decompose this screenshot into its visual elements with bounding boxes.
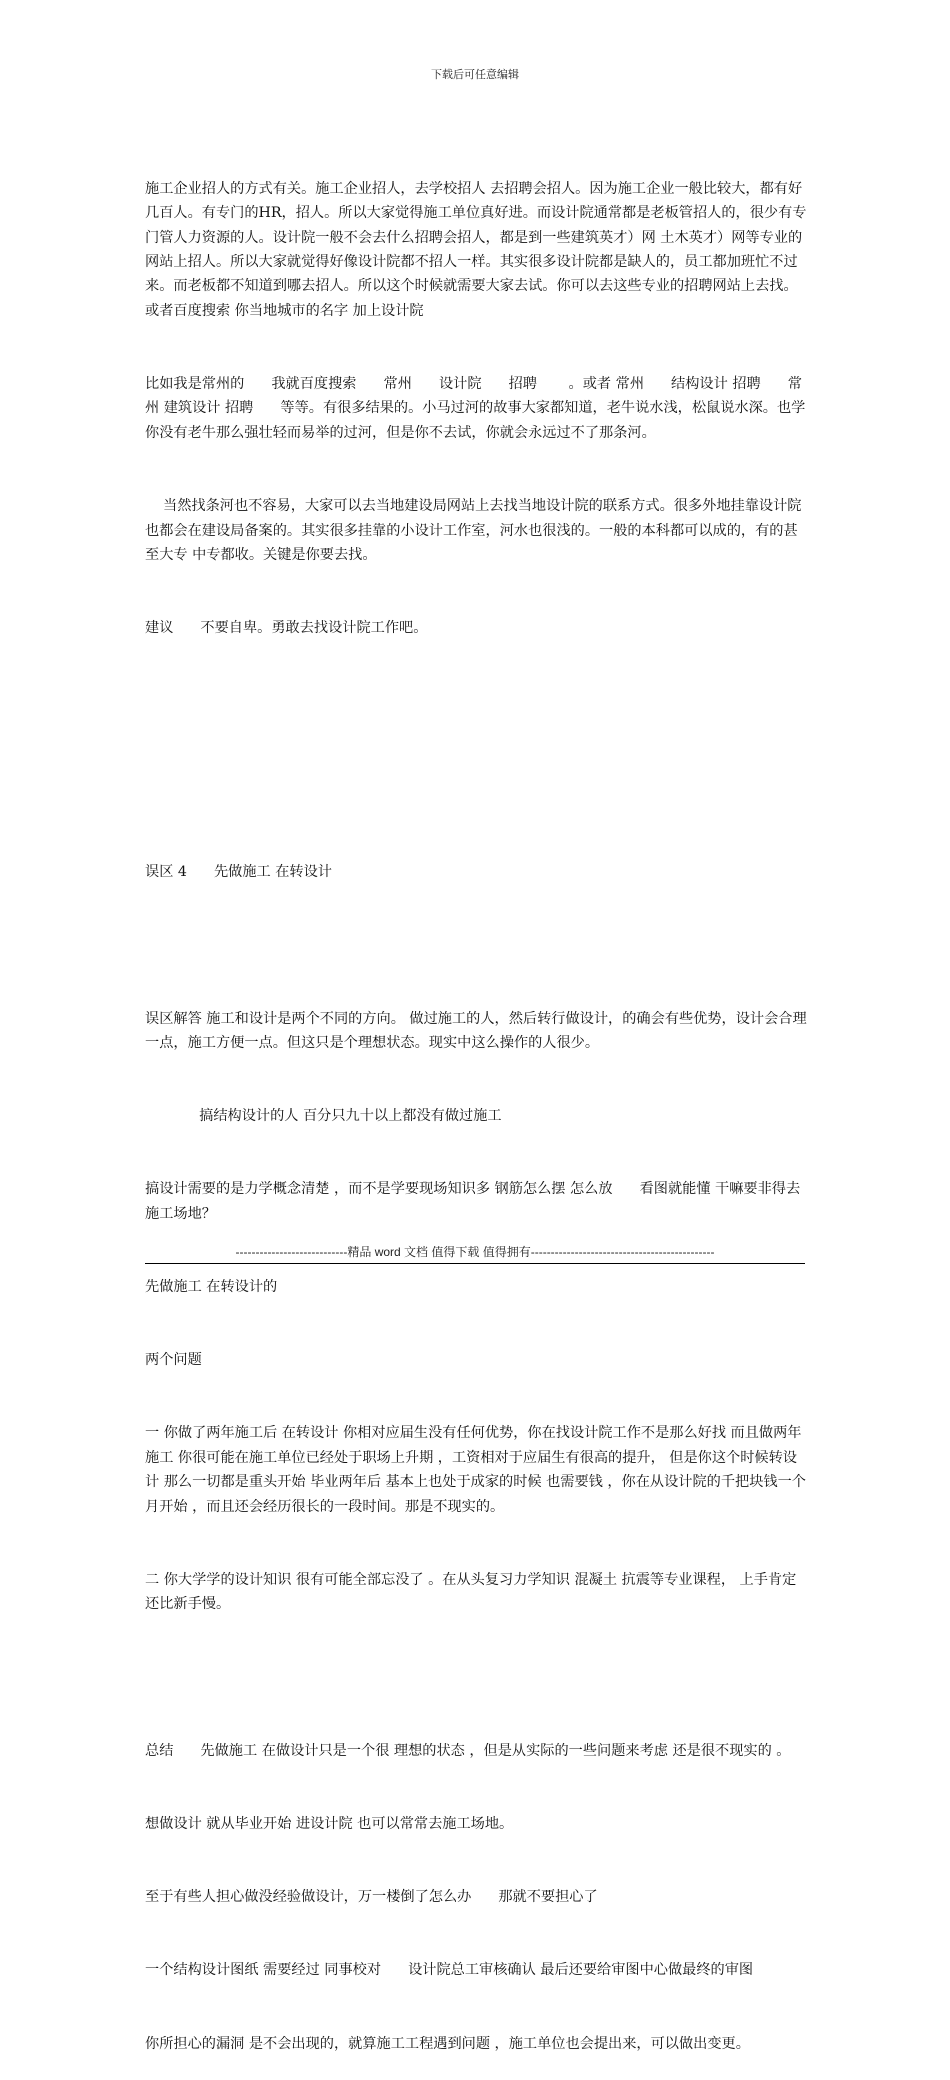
spacer	[145, 1666, 810, 1690]
paragraph-problem-one: 一 你做了两年施工后 在转设计 你相对应届生没有任何优势，你在找设计院工作不是那么好找 而且做两年施工 你很可能在施工单位已经处于职场上升期 ，工资相对于应届生有很高的提升， 但是你这个时候转设计 那么一切都是重头开始 毕业两年后 基本上也处于成家的时候 也需要钱 ，你在从设计院的千把块钱一个月开始 ，而且还会经历很长的一段时间。那是不现实的。	[145, 1425, 806, 1515]
spacer	[145, 933, 810, 957]
spacer	[145, 689, 810, 738]
paragraph-suggestion: 建议 不要自卑。勇敢去找设计院工作吧。	[145, 620, 428, 637]
paragraph-summary: 总结 先做施工 在做设计只是一个很 理想的状态 ，但是从实际的一些问题来考虑 还是很不现实的 。	[145, 1742, 791, 1759]
spacer	[145, 787, 810, 811]
paragraph-mechanics: 搞设计需要的是力学概念清楚 ，而不是学要现场知识多 钢筋怎么摆 怎么放 看图就能懂 干嘛要非得去施工场地？	[145, 1181, 801, 1222]
paragraph-answer: 误区解答 施工和设计是两个不同的方向。 做过施工的人，然后转行做设计，的确会有些优势，设计会合理一点，施工方便一点。但这只是个理想状态。现实中这么操作的人很少。	[145, 1010, 807, 1051]
paragraph-ninety-percent: 搞结构设计的人 百分只九十以上都没有做过施工	[145, 1108, 502, 1125]
page-header: 下载后可任意编辑	[431, 68, 519, 81]
paragraph-problem-two: 二 你大学学的设计知识 很有可能全部忘没了 。在从头复习力学知识 混凝土 抗震等专业课程， 上手肯定还比新手慢。	[145, 1571, 797, 1613]
paragraph-recruitment: 施工企业招人的方式有关。施工企业招人，去学校招人 去招聘会招人。因为施工企业一般比较大，都有好几百人。有专门的HR，招人。所以大家觉得施工单位真好进。而设计院通常都是老板管招人的，很少有专门管人力资源的人。设计院一般不会去什么招聘会招人，都是到一些建筑英才）网 土木英才）网等专业的网站上招人。所以大家就觉得好像设计院都不招人一样。其实很多设计院都是缺人的，员工都加班忙不过来。而老板都不知道到哪去招人。所以这个时候就需要大家去试。你可以去这些专业的招聘网站上去找。或者百度搜索 你当地城市的名字 加上设计院	[145, 180, 807, 319]
paragraph-start-design: 想做设计 就从毕业开始 进设计院 也可以常常去施工场地。	[145, 1815, 514, 1832]
document-body	[145, 128, 810, 2080]
paragraph-example-changzhou: 比如我是常州的 我就百度搜索 常州 设计院 招聘 。或者 常州 结构设计 招聘 常州 建筑设计 招聘 等等。有很多结果的。小马过河的故事大家都知道，老牛说水浅，松鼠说水深。也学你没有老牛那么强壮轻而易举的过河，但是你不去试，你就会永远过不了那条河。	[145, 376, 806, 441]
paragraph-two-problems: 两个问题	[145, 1352, 202, 1369]
paragraph-loopholes: 你所担心的漏洞 是不会出现的，就算施工工程遇到问题 ，施工单位也会提出来，可以做出变更。	[145, 2035, 750, 2052]
paragraph-review-process: 一个结构设计图纸 需要经过 同事校对 设计院总工审核确认 最后还要给审图中心做最终的审图	[145, 1962, 754, 1979]
paragraph-construction-first: 先做施工 在转设计的	[145, 1279, 278, 1296]
section-heading: 误区 4 先做施工 在转设计	[145, 864, 332, 881]
paragraph-construction-bureau: 当然找条河也不容易，大家可以去当地建设局网站上去找当地设计院的联系方式。很多外地挂靠设计院也都会在建设局备案的。其实很多挂靠的小设计工作室，河水也很浅的。一般的本科都可以成的，有的甚至大专 中专都收。关键是你要去找。	[145, 498, 802, 563]
footer-rule	[145, 1263, 805, 1264]
page-footer: ----------------------------精品 word 文档 值得下载 值得拥有----------------------------------------------	[235, 1245, 715, 1259]
paragraph-worry: 至于有些人担心做没经验做设计，万一楼倒了怎么办 那就不要担心了	[145, 1889, 598, 1906]
